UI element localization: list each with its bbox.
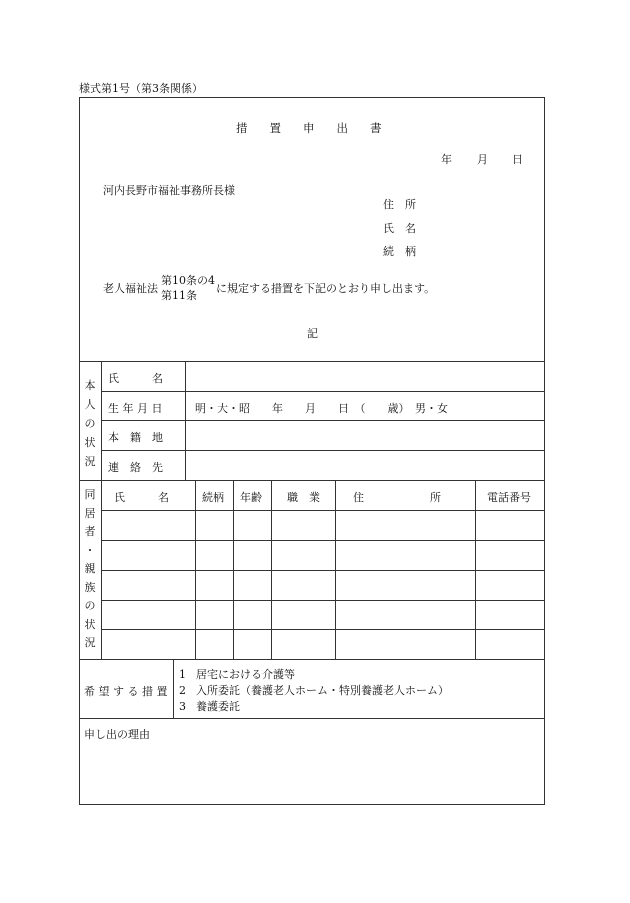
form-title — [236, 120, 382, 136]
household-header-phone: 電話番号 — [487, 491, 531, 504]
principal-name-label: 氏 名 — [108, 372, 163, 385]
statement-article-top: 第10条の4 — [161, 274, 215, 287]
principal-contact-field[interactable] — [187, 451, 544, 479]
statement-law: 老人福祉法 — [103, 282, 158, 295]
household-header-occupation: 職 業 — [287, 491, 320, 504]
household-header-name: 氏 名 — [114, 491, 169, 504]
title-char: 書 — [370, 121, 382, 135]
desired-measure-label: 希 望 す る 措 置 — [84, 685, 168, 698]
desired-option-3[interactable]: 3 養護委託 — [179, 700, 240, 713]
desired-option-1[interactable]: 1 居宅における介護等 — [179, 668, 295, 681]
table-row[interactable] — [102, 511, 544, 539]
reason-field[interactable] — [80, 742, 544, 804]
table-row[interactable] — [102, 541, 544, 569]
statement-text: に規定する措置を下記のとおり申し出ます。 — [216, 282, 436, 295]
principal-name-field[interactable] — [187, 362, 544, 390]
household-header-address: 住 所 — [353, 491, 441, 504]
table-row[interactable] — [102, 571, 544, 599]
principal-domicile-label: 本 籍 地 — [108, 431, 163, 444]
desired-option-2[interactable]: 2 入所委託（養護老人ホーム・特別養護老人ホーム） — [179, 684, 449, 697]
date-month: 月 — [477, 153, 488, 166]
statement-article-bottom: 第11条 — [161, 289, 197, 302]
table-row[interactable] — [102, 601, 544, 628]
reason-label: 申し出の理由 — [84, 728, 150, 741]
applicant-relation-label: 続 柄 — [383, 245, 416, 258]
applicant-address-label: 住 所 — [383, 198, 416, 211]
principal-birth-value[interactable]: 明・大・昭 年 月 日 （ 歳） 男・女 — [195, 402, 448, 415]
principal-birth-label: 生 年 月 日 — [108, 402, 163, 415]
household-header-relation: 続柄 — [202, 491, 224, 504]
ki-label: 記 — [307, 327, 318, 340]
household-header-age: 年齢 — [240, 491, 262, 504]
principal-contact-label: 連 絡 先 — [108, 461, 163, 474]
date-day: 日 — [512, 153, 523, 166]
principal-section-label: 本 人 の 状 況 — [84, 379, 96, 468]
form-id: 様式第1号（第3条関係） — [79, 82, 203, 95]
principal-domicile-field[interactable] — [187, 421, 544, 449]
title-char: 出 — [336, 121, 348, 135]
title-char: 申 — [303, 121, 315, 135]
title-char: 置 — [269, 121, 281, 135]
table-row[interactable] — [102, 630, 544, 658]
date-year: 年 — [441, 153, 452, 166]
title-char: 措 — [236, 121, 248, 135]
addressee: 河内長野市福祉事務所長様 — [103, 184, 235, 197]
applicant-name-label: 氏 名 — [383, 222, 416, 235]
household-section-label: 同 居 者 ・ 親 族 の 状 況 — [84, 488, 96, 649]
